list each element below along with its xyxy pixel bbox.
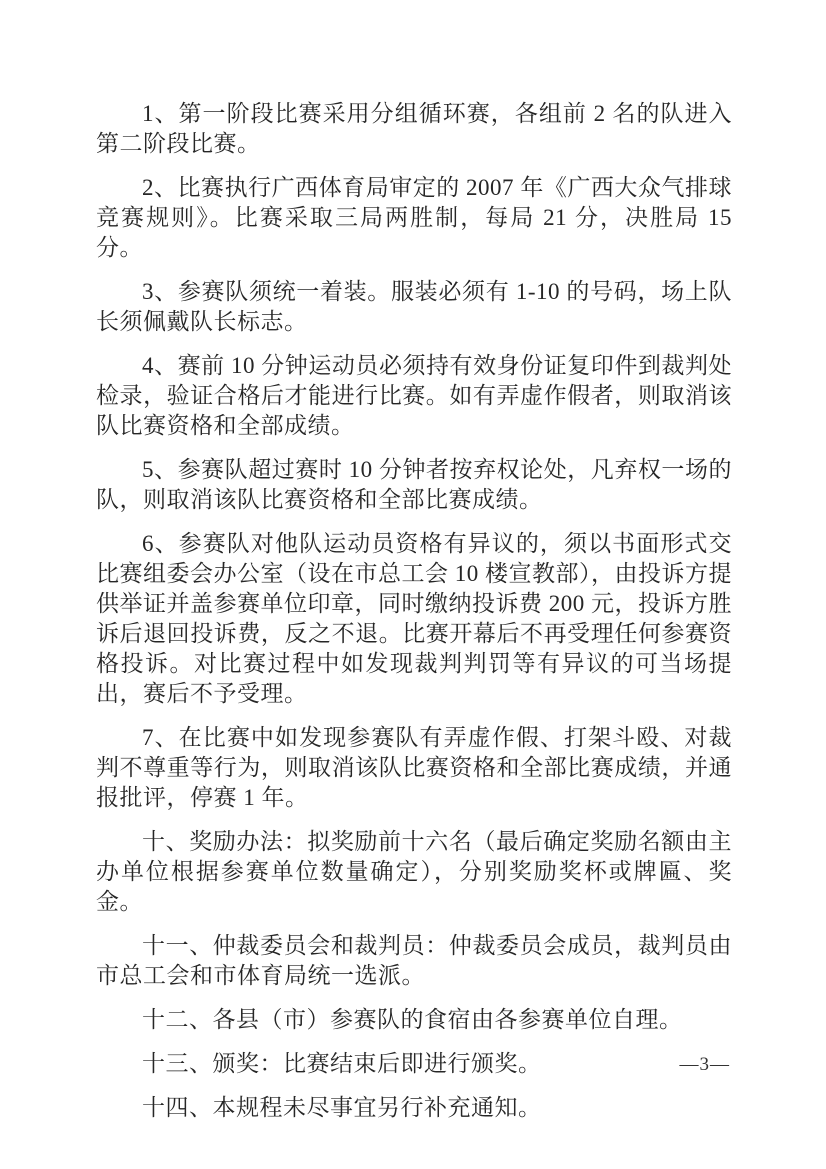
paragraph-6: 6、参赛队对他队运动员资格有异议的，须以书面形式交比赛组委会办公室（设在市总工会 10 楼宣教部），由投诉方提供举证并盖参赛单位印章，同时缴纳投诉费 200 元，投诉方胜诉后退回投诉费，反之不退。比赛开幕后不再受理任何参赛资格投诉。对比赛过程中如发现裁判判罚等有异议的可当场提出，赛后不予受理。 — [96, 531, 732, 706]
page-number: —3— — [679, 1054, 730, 1075]
paragraph-4: 4、赛前 10 分钟运动员必须持有效身份证复印件到裁判处检录，验证合格后才能进行比赛。如有弄虚作假者，则取消该队比赛资格和全部成绩。 — [96, 353, 732, 438]
paragraph-11: 十一、仲裁委员会和裁判员：仲裁委员会成员，裁判员由市总工会和市体育局统一选派。 — [96, 933, 732, 988]
paragraph-5: 5、参赛队超过赛时 10 分钟者按弃权论处，凡弃权一场的队，则取消该队比赛资格和全部比赛成绩。 — [96, 457, 732, 512]
paragraph-10: 十、奖励办法：拟奖励前十六名（最后确定奖励名额由主办单位根据参赛单位数量确定），分别奖励奖杯或牌匾、奖金。 — [96, 829, 732, 914]
document-body — [96, 99, 732, 1123]
paragraph-14: 十四、本规程未尽事宜另行补充通知。 — [142, 1095, 542, 1120]
paragraph-2: 2、比赛执行广西体育局审定的 2007 年《广西大众气排球竞赛规则》。比赛采取三局两胜制，每局 21 分，决胜局 15 分。 — [96, 175, 732, 260]
paragraph-1: 1、第一阶段比赛采用分组循环赛，各组前 2 名的队进入第二阶段比赛。 — [96, 101, 732, 156]
paragraph-12: 十二、各县（市）参赛队的食宿由各参赛单位自理。 — [142, 1007, 683, 1032]
paragraph-7: 7、在比赛中如发现参赛队有弄虚作假、打架斗殴、对裁判不尊重等行为，则取消该队比赛资格和全部比赛成绩，并通报批评，停赛 1 年。 — [96, 725, 732, 810]
paragraph-13: 十三、颁奖：比赛结束后即进行颁奖。 — [142, 1051, 542, 1076]
paragraph-3: 3、参赛队须统一着装。服装必须有 1-10 的号码，场上队长须佩戴队长标志。 — [96, 279, 732, 334]
